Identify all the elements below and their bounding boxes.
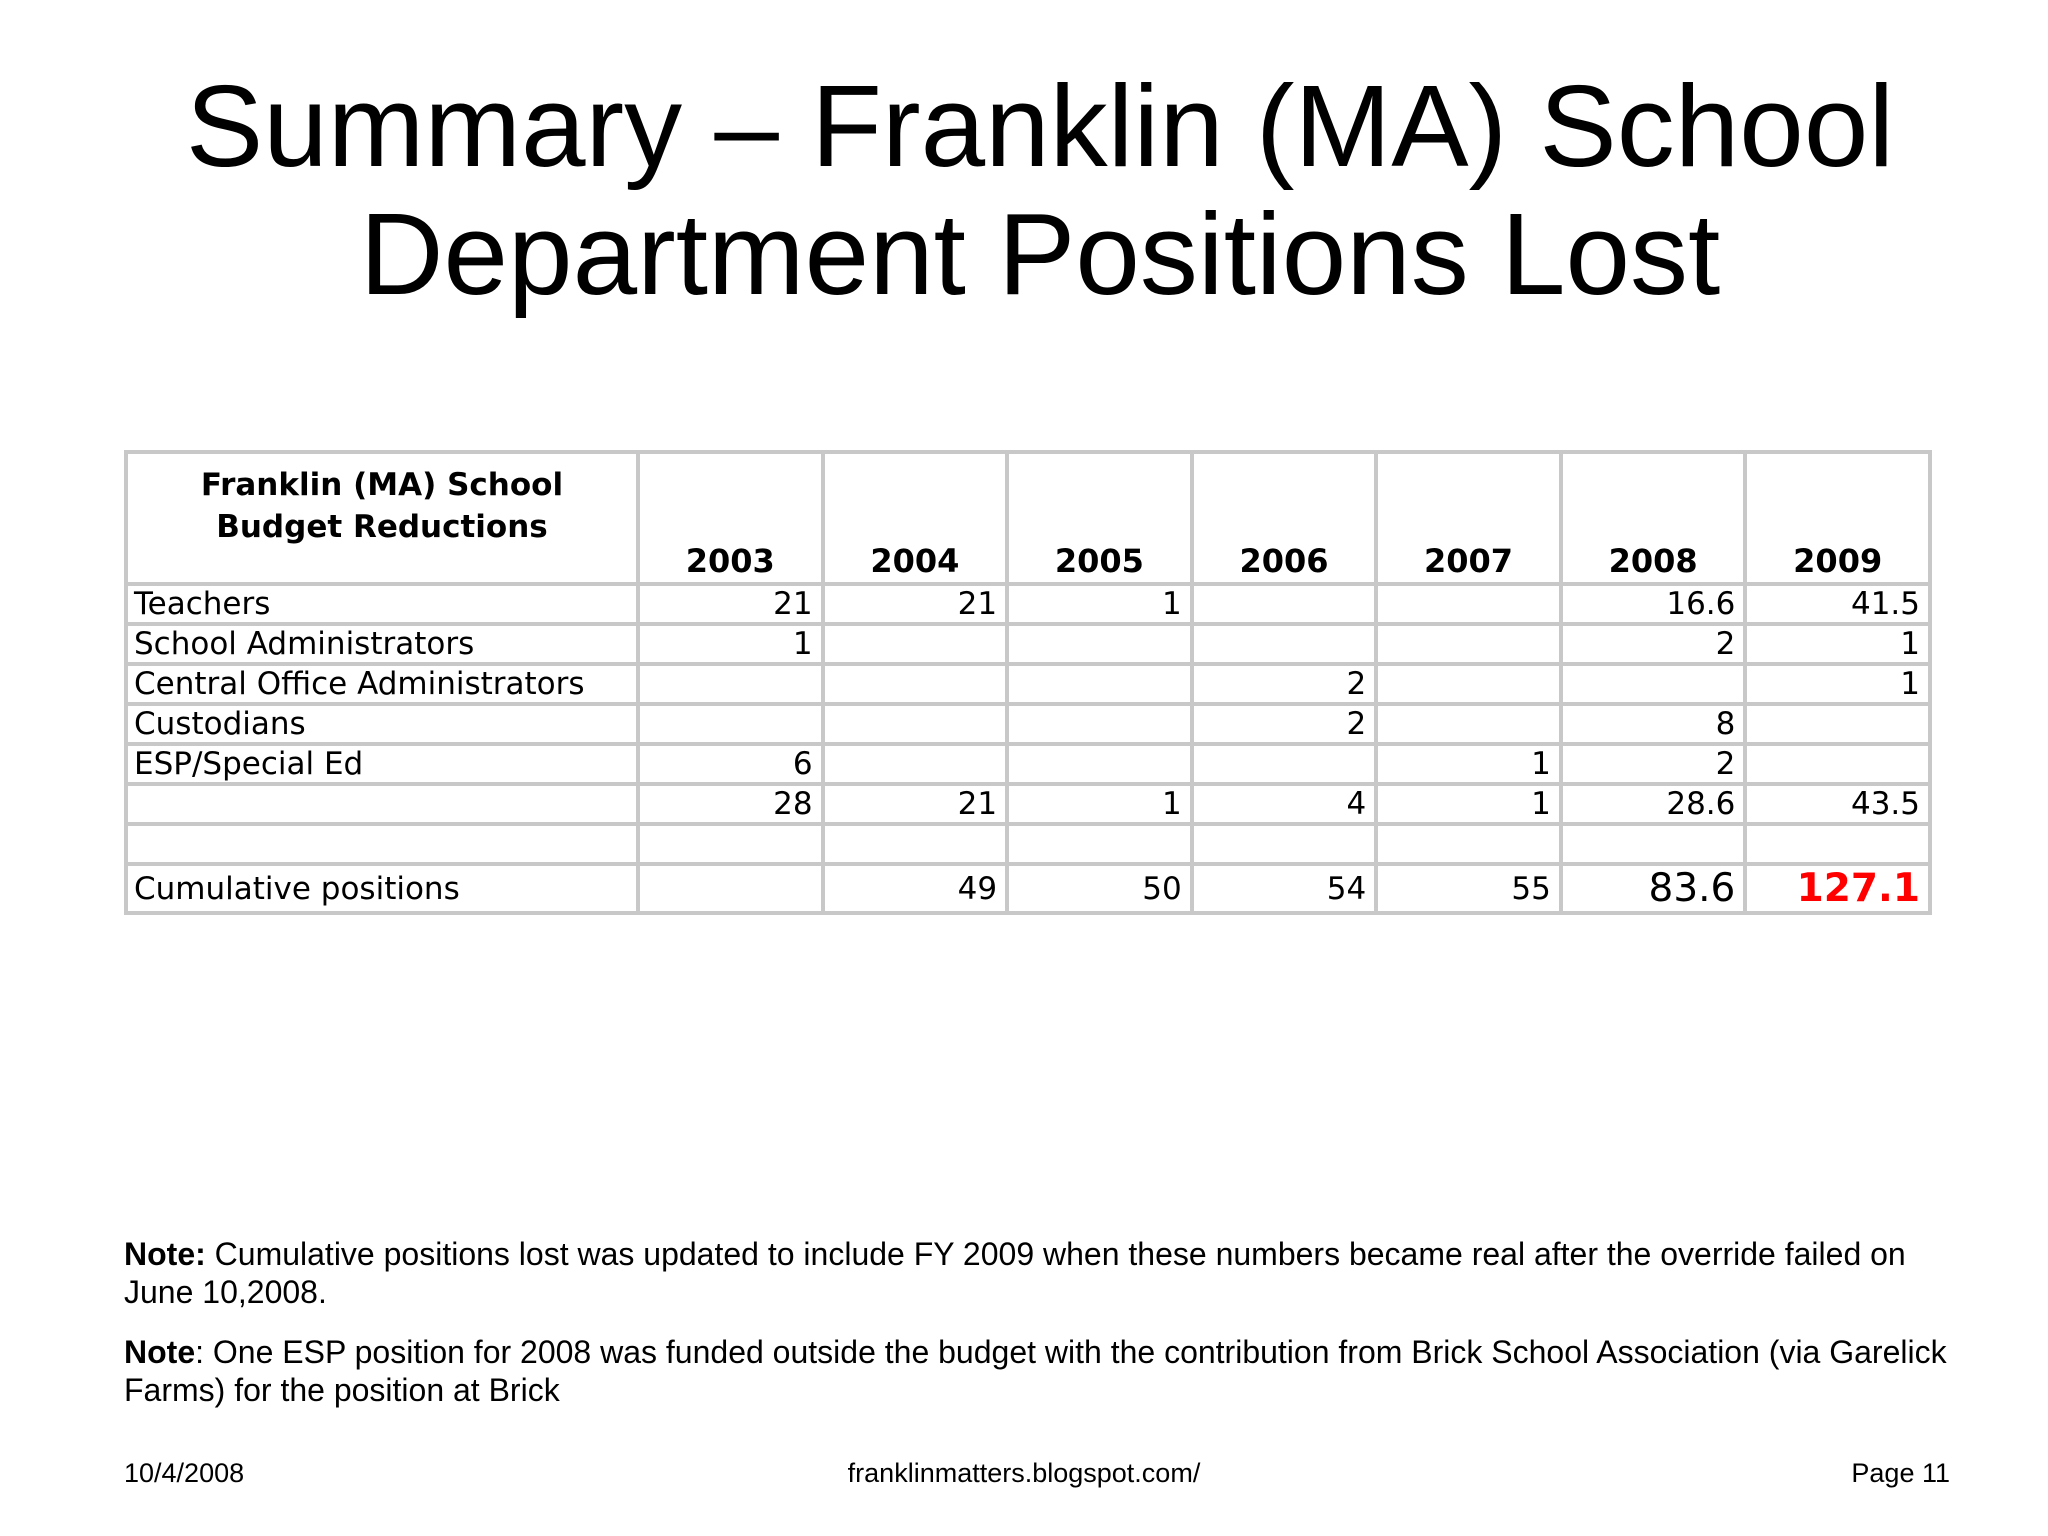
cumulative-cell: 50 (1007, 864, 1192, 913)
cell: 2 (1192, 664, 1377, 704)
cumulative-total-highlight: 127.1 (1745, 864, 1930, 913)
cell (823, 704, 1008, 744)
empty-cell (1561, 824, 1746, 864)
total-cell: 4 (1192, 784, 1377, 824)
year-header: 2005 (1007, 452, 1192, 584)
footer-page-number: Page 11 (1851, 1458, 1950, 1488)
empty-cell (126, 824, 638, 864)
cumulative-cell: 83.6 (1561, 864, 1746, 913)
cell: 2 (1192, 704, 1377, 744)
row-label: ESP/Special Ed (126, 744, 638, 784)
cell (823, 624, 1008, 664)
cell (1745, 744, 1930, 784)
cell (1376, 624, 1561, 664)
cumulative-cell: 54 (1192, 864, 1377, 913)
cell (1007, 744, 1192, 784)
note-2 (124, 1333, 1954, 1409)
empty-cell (823, 824, 1008, 864)
cell: 2 (1561, 624, 1746, 664)
cumulative-cell: 55 (1376, 864, 1561, 913)
cell: 21 (638, 584, 823, 624)
note-label: Note (124, 1334, 196, 1370)
page-title (0, 62, 2048, 318)
cell (1192, 584, 1377, 624)
cell: 1 (1745, 624, 1930, 664)
cell (638, 664, 823, 704)
row-label: Central Office Administrators (126, 664, 638, 704)
total-cell: 43.5 (1745, 784, 1930, 824)
note-text: Cumulative positions lost was updated to include FY 2009 when these numbers became real after the override failed on June 10,2008. (124, 1236, 1906, 1310)
total-cell: 28 (638, 784, 823, 824)
cell (1192, 624, 1377, 664)
cumulative-cell (638, 864, 823, 913)
empty-cell (1376, 824, 1561, 864)
cell (1745, 704, 1930, 744)
header-label-line-1: Franklin (MA) School (200, 467, 564, 503)
row-label: School Administrators (126, 624, 638, 664)
cell (1376, 664, 1561, 704)
table-row (126, 624, 1930, 664)
cell: 8 (1561, 704, 1746, 744)
cell (1007, 664, 1192, 704)
cell (638, 704, 823, 744)
year-header: 2006 (1192, 452, 1377, 584)
cumulative-row (126, 864, 1930, 913)
cell: 1 (1376, 744, 1561, 784)
cell: 1 (1007, 584, 1192, 624)
cell: 21 (823, 584, 1008, 624)
cell (1007, 704, 1192, 744)
totals-label (126, 784, 638, 824)
year-header: 2004 (823, 452, 1008, 584)
note-text: : One ESP position for 2008 was funded outside the budget with the contribution from Brick School Association (via Garelick Farms) for the position at Brick (124, 1334, 1947, 1408)
cell (1192, 744, 1377, 784)
footer-site: franklinmatters.blogspot.com/ (847, 1458, 1201, 1488)
year-header: 2009 (1745, 452, 1930, 584)
spacer-row (126, 824, 1930, 864)
table-row (126, 664, 1930, 704)
year-header: 2003 (638, 452, 823, 584)
cell: 16.6 (1561, 584, 1746, 624)
cell (823, 744, 1008, 784)
cell (1561, 664, 1746, 704)
cell: 2 (1561, 744, 1746, 784)
title-line-2: Department Positions Lost (359, 189, 1721, 319)
table-header-row (126, 452, 1930, 584)
cell (1376, 704, 1561, 744)
header-label-line-2: Budget Reductions (216, 509, 548, 545)
empty-cell (638, 824, 823, 864)
cell (1376, 584, 1561, 624)
table-row (126, 744, 1930, 784)
cell (1007, 624, 1192, 664)
row-label: Custodians (126, 704, 638, 744)
table-row (126, 704, 1930, 744)
cell: 1 (1745, 664, 1930, 704)
empty-cell (1745, 824, 1930, 864)
totals-row (126, 784, 1930, 824)
year-header: 2007 (1376, 452, 1561, 584)
total-cell: 28.6 (1561, 784, 1746, 824)
notes-section (124, 1235, 1954, 1431)
total-cell: 21 (823, 784, 1008, 824)
cell (823, 664, 1008, 704)
note-1 (124, 1235, 1954, 1311)
year-header: 2008 (1561, 452, 1746, 584)
cell: 41.5 (1745, 584, 1930, 624)
footer-date: 10/4/2008 (124, 1458, 245, 1488)
budget-reductions-table (124, 450, 1932, 915)
empty-cell (1007, 824, 1192, 864)
cumulative-cell: 49 (823, 864, 1008, 913)
cumulative-label: Cumulative positions (126, 864, 638, 913)
table-row (126, 584, 1930, 624)
empty-cell (1192, 824, 1377, 864)
row-label: Teachers (126, 584, 638, 624)
table-header-label (126, 452, 638, 584)
note-label: Note: (124, 1236, 206, 1272)
total-cell: 1 (1376, 784, 1561, 824)
cell: 6 (638, 744, 823, 784)
total-cell: 1 (1007, 784, 1192, 824)
cell: 1 (638, 624, 823, 664)
title-line-1: Summary – Franklin (MA) School (185, 61, 1895, 191)
